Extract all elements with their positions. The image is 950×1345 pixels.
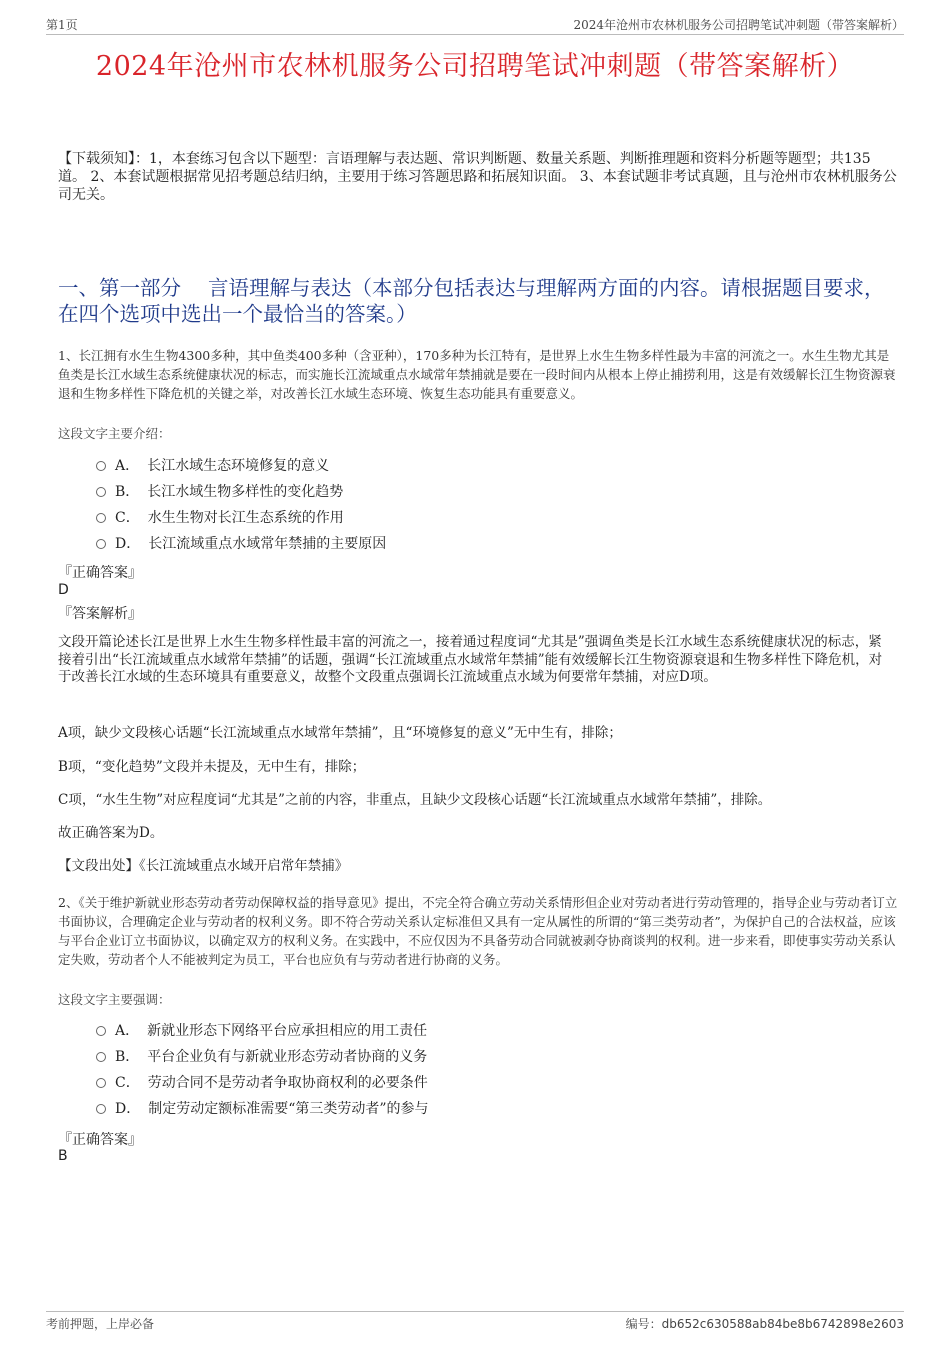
- radio-icon[interactable]: [96, 1078, 106, 1088]
- question-2-option-c[interactable]: C． 劳动合同不是劳动者争取协商权利的必要条件: [96, 1070, 876, 1096]
- page-number: 第1页: [46, 18, 78, 32]
- page-footer: [46, 1311, 904, 1330]
- question-1-stem: 1、长江拥有水生生物4300多种，其中鱼类400多种（含亚种），170多种为长江特有，是世界上水生生物多样性最为丰富的河流之一。水生生物尤其是鱼类是长江水域生态系统健康状况的标志，而实施长江流域重点水域常年禁捕就是要在一段时间内从根本上停止捕捞利用，这是有效缓解长江生物资源衰退和生物多样性下降危机的关键之举，对改善长江水域生态环境、恢复生态功能具有重要意义。: [58, 348, 896, 401]
- footer-slogan: 考前押题，上岸必备: [46, 1317, 155, 1331]
- radio-icon[interactable]: [96, 1026, 106, 1036]
- question-1-option-d[interactable]: D． 长江流域重点水域常年禁捕的主要原因: [96, 531, 876, 557]
- question-2-option-d[interactable]: D． 制定劳动定额标准需要“第三类劳动者”的参与: [96, 1096, 876, 1122]
- radio-icon[interactable]: [96, 513, 106, 523]
- question-2-option-a[interactable]: A． 新就业形态下网络平台应承担相应的用工责任: [96, 1018, 876, 1044]
- question-2-answer-label: 『正确答案』: [58, 1132, 142, 1148]
- question-2-prompt: 这段文字主要强调：: [58, 992, 171, 1007]
- header-doc-title: 2024年沧州市农林机服务公司招聘笔试冲刺题（带答案解析）: [573, 18, 904, 32]
- radio-icon[interactable]: [96, 461, 106, 471]
- question-1-answer: D: [58, 582, 69, 598]
- question-2-options: [96, 1018, 876, 1122]
- section-heading: 一、第一部分 言语理解与表达（本部分包括表达与理解两方面的内容。请根据题目要求，在四个选项中选出一个最恰当的答案。）: [58, 276, 885, 326]
- question-2-option-b[interactable]: B． 平台企业负有与新就业形态劳动者协商的义务: [96, 1044, 876, 1070]
- question-1-answer-label: 『正确答案』: [58, 565, 142, 581]
- radio-icon[interactable]: [96, 487, 106, 497]
- radio-icon[interactable]: [96, 539, 106, 549]
- footer-code: 编号：db652c630588ab84be8b6742898e2603: [625, 1317, 904, 1331]
- question-1-analysis-b: B项，“变化趋势”文段并未提及，无中生有，排除；: [58, 759, 366, 775]
- document-title: 2024年沧州市农林机服务公司招聘笔试冲刺题（带答案解析）: [95, 51, 855, 82]
- download-notice: 【下载须知】：1，本套练习包含以下题型：言语理解与表达题、常识判断题、数量关系题、判断推理题和资料分析题等题型；共135道。 2、本套试题根据常见招考题总结归纳，主要用于练习答题思路和拓展知识面。 3、本套试题非考试真题，且与沧州市农林机服务公司无关。: [58, 151, 897, 203]
- question-1-options: [96, 453, 876, 557]
- question-1-analysis-label: 『答案解析』: [58, 606, 142, 622]
- question-1-analysis-c: C项，“水生生物”对应程度词“尤其是”之前的内容，非重点，且缺少文段核心话题“长江流域重点水域常年禁捕”，排除。: [58, 792, 772, 808]
- question-2-stem: 2、《关于维护新就业形态劳动者劳动保障权益的指导意见》提出，不完全符合确立劳动关系情形但企业对劳动者进行劳动管理的，指导企业与劳动者订立书面协议，合理确定企业与劳动者的权利义务。即不符合劳动关系认定标准但又具有一定从属性的所谓的“第三类劳动者”，为保护自己的合法权益，应该与平台企业订立书面协议，以确定双方的权利义务。在实践中，不应仅因为不具备劳动合同就被剥夺协商谈判的权利。进一步来看，即使事实劳动关系认定失败，劳动者个人不能被判定为员工，平台也应负有与劳动者进行协商的义务。: [58, 895, 898, 967]
- question-1-prompt: 这段文字主要介绍：: [58, 426, 171, 441]
- question-1-option-a[interactable]: A． 长江水域生态环境修复的意义: [96, 453, 876, 479]
- page-header: [46, 16, 904, 35]
- question-1-option-b[interactable]: B． 长江水域生物多样性的变化趋势: [96, 479, 876, 505]
- radio-icon[interactable]: [96, 1104, 106, 1114]
- question-1-conclusion: 故正确答案为D。: [58, 825, 164, 841]
- question-1-analysis-main: 文段开篇论述长江是世界上水生生物多样性最丰富的河流之一，接着通过程度词“尤其是”强调鱼类是长江水域生态系统健康状况的标志，紧接着引出“长江流域重点水域常年禁捕”的话题，强调“长江流域重点水域常年禁捕”能有效缓解长江生物资源衰退和生物多样性下降危机，对于改善长江水域的生态环境具有重要意义，故整个文段重点强调长江流域重点水域为何要常年禁捕，对应D项。: [58, 634, 883, 685]
- radio-icon[interactable]: [96, 1052, 106, 1062]
- question-1-analysis-a: A项，缺少文段核心话题“长江流域重点水域常年禁捕”，且“环境修复的意义”无中生有，排除；: [58, 725, 622, 741]
- question-1-option-c[interactable]: C． 水生生物对长江生态系统的作用: [96, 505, 876, 531]
- question-2-answer: B: [58, 1148, 68, 1164]
- question-1-source: 【文段出处】《长江流域重点水域开启常年禁捕》: [58, 858, 349, 874]
